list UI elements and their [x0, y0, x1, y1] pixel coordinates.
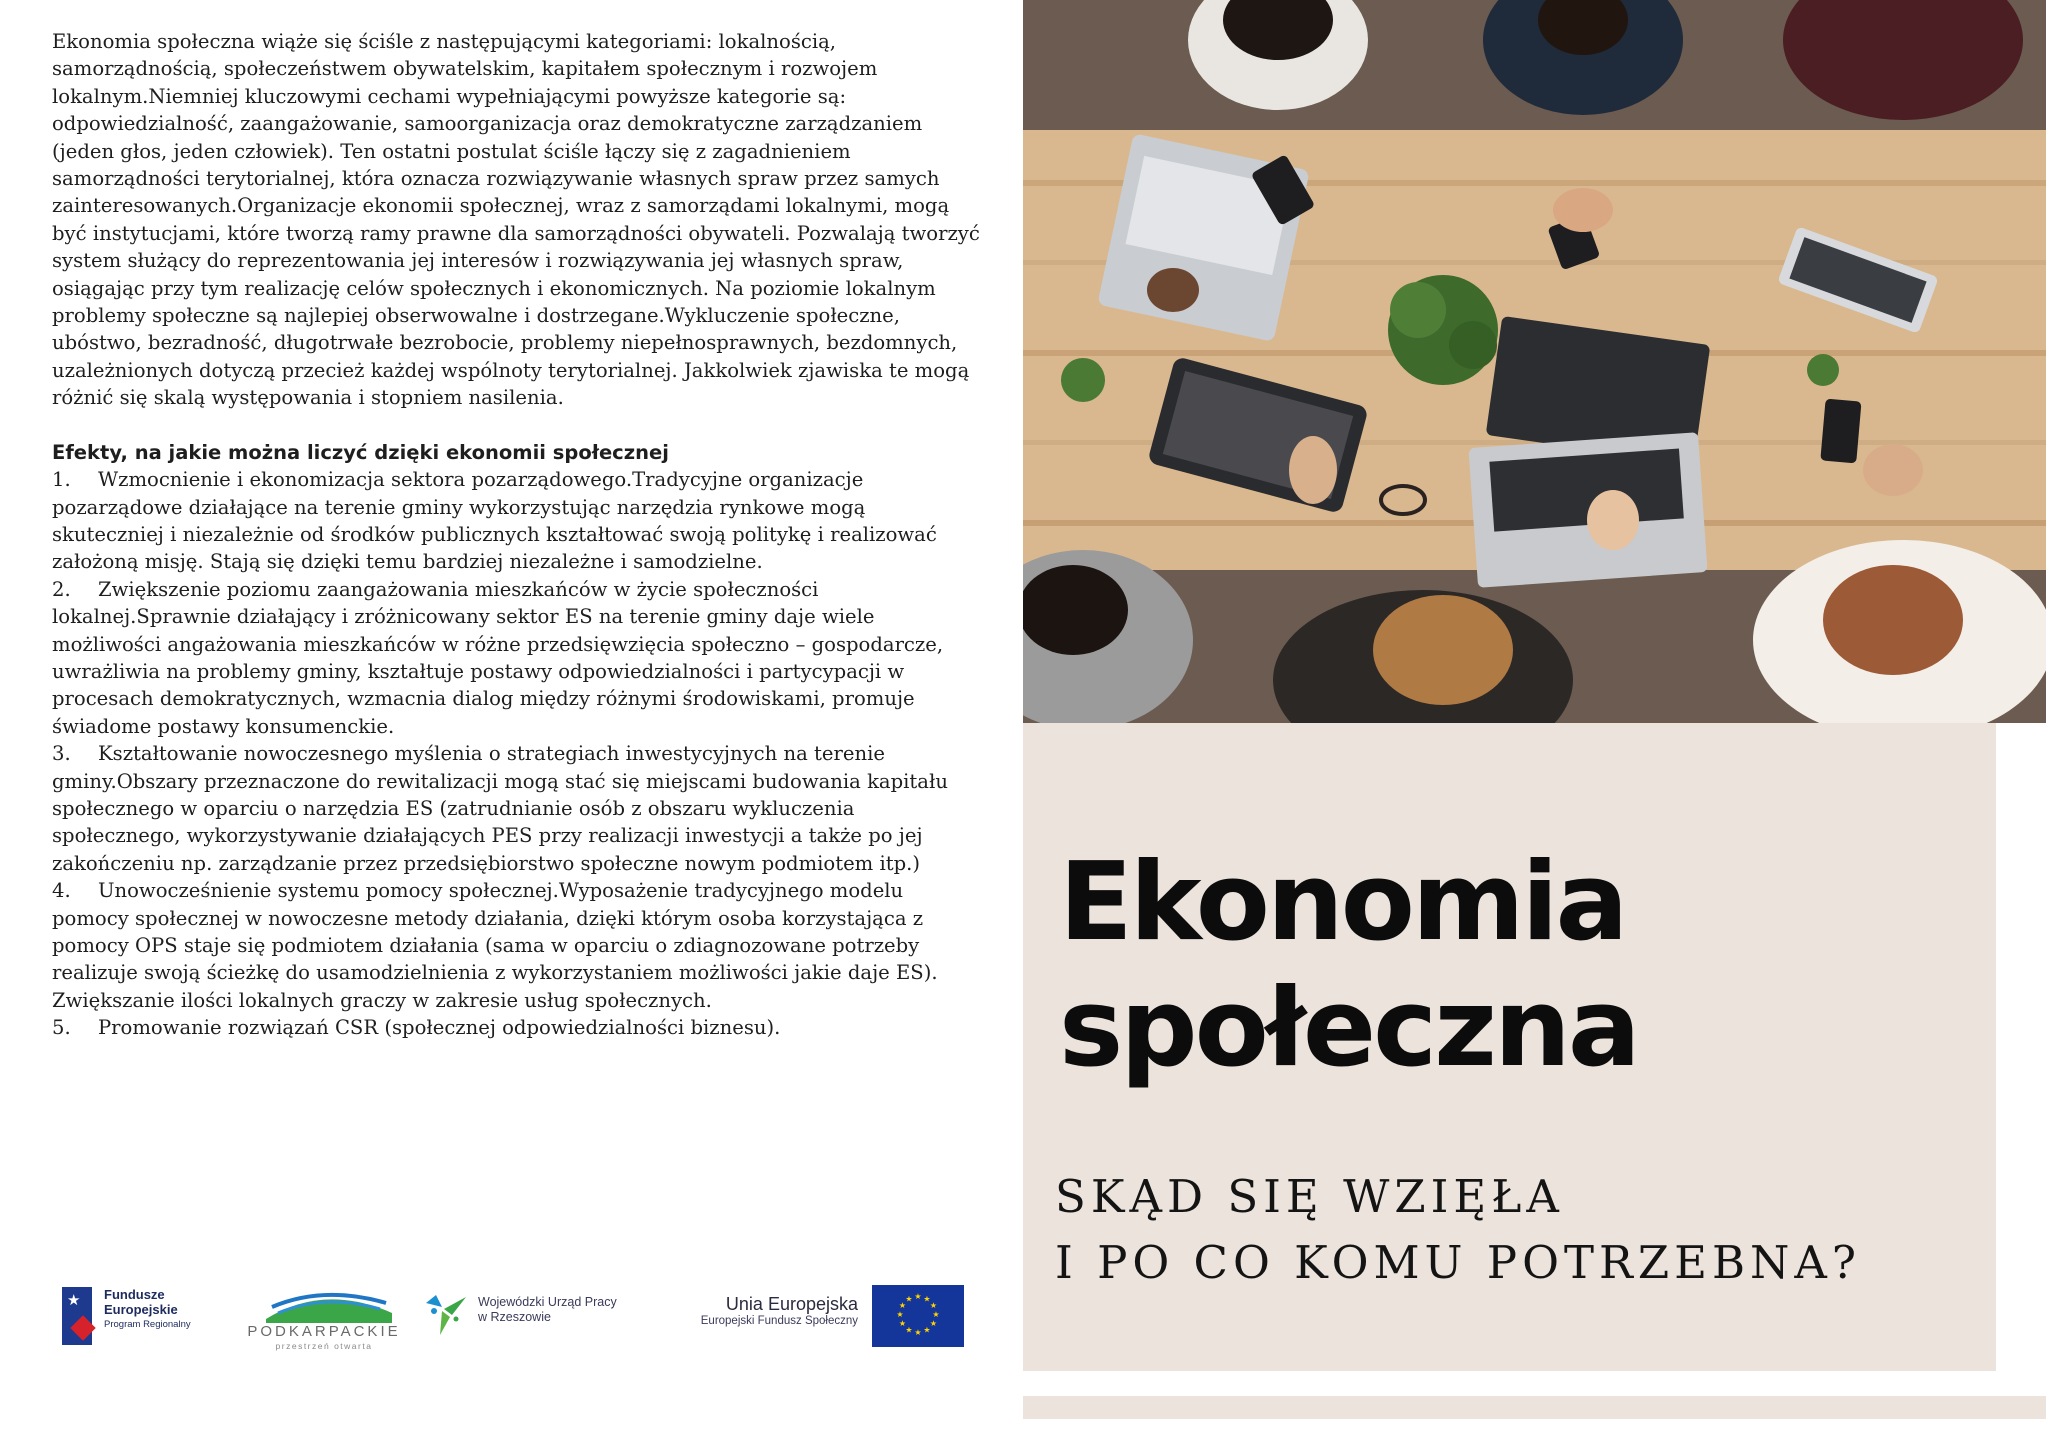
sponsor-logos: [62, 1283, 962, 1358]
unia-europejska-logo: [662, 1283, 962, 1358]
meeting-photo-illustration: [1023, 0, 2046, 723]
podkarpackie-name: PODKARPACKIE: [247, 1323, 401, 1340]
cover-title-line1: Ekonomia: [1059, 840, 1626, 965]
ue-subtitle: Europejski Fundusz Społeczny: [700, 1315, 858, 1327]
benefit-item: [52, 740, 982, 877]
svg-text:★: ★: [923, 1294, 931, 1304]
svg-text:★: ★: [898, 1319, 907, 1328]
svg-text:★: ★: [898, 1301, 907, 1310]
article-text: [52, 28, 982, 1042]
fundusze-europejskie-logo: [62, 1283, 222, 1358]
wup-line2: w Rzeszowie: [478, 1310, 551, 1324]
fe-line1: Fundusze: [104, 1287, 165, 1302]
svg-text:★: ★: [914, 1328, 922, 1337]
benefit-item: [52, 466, 982, 576]
benefit-number: 5.: [52, 1016, 71, 1040]
wup-bird-icon: [422, 1289, 474, 1337]
svg-text:★: ★: [905, 1325, 913, 1335]
fe-line2: Europejskie: [104, 1302, 178, 1317]
cover-title: [1059, 840, 1638, 1092]
svg-text:★: ★: [905, 1294, 913, 1304]
svg-text:★: ★: [929, 1319, 938, 1328]
intro-paragraph: Ekonomia społeczna wiąże się ściśle z następującymi kategoriami: lokalnością, samorządnością, społeczeństwem obywatelskim, kapitałem społecznym i rozwojem lokalnym.Niemniej kluczowymi cechami wypełniającymi powyższe kategorie są: odpowiedzialność, zaangażowanie, samoorganizacja oraz demokratyczne zarządzaniem (jeden głos, jeden człowiek). Ten ostatni postulat ściśle łączy się z zagadnieniem samorządności terytorialnej, która oznacza rozwiązywanie własnych spraw przez samych zainteresowanych.Organizacje ekonomii społecznej, wraz z samorządami lokalnymi, mogą być instytucjami, które tworzą ramy prawne dla samorządności obywateli. Pozwalają tworzyć system służący do reprezentowania jej interesów i rozwiązywania jej własnych spraw, osiągając przy tym realizację celów społecznych i ekonomicznych. Na poziomie lokalnym problemy społeczne są najlepiej obserwowalne i dostrzegane.Wykluczenie społeczne, ubóstwo, bezradność, długotrwałe bezrobocie, problemy niepełnosprawnych, bezdomnych, uzależnionych dotyczą przecież każdej wspólnoty terytorialnej. Jakkolwiek zjawiska te mogą różnić się skalą występowania i stopniem nasilenia.: [52, 30, 980, 410]
benefit-text: Unowocześnienie systemu pomocy społecznej.Wyposażenie tradycyjnego modelu pomocy społecznej w nowoczesne metody działania, dzięki którym osoba korzystająca z pomocy OPS staje się podmiotem działania (sama w oparciu o zdiagnozowane potrzeby realizuje swoją ścieżkę do usamodzielnienia z wykorzystaniem możliwości jakie daje ES). Zwiększanie ilości lokalnych graczy w zakresie usług społecznych.: [52, 879, 938, 1012]
benefit-item: [52, 1014, 982, 1041]
benefit-text: Promowanie rozwiązań CSR (społecznej odpowiedzialności biznesu).: [98, 1016, 781, 1040]
wup-logo: [422, 1283, 652, 1358]
cover-bottom-strip: [1023, 1396, 2046, 1419]
eu-flag-icon: [872, 1285, 964, 1347]
benefit-item: [52, 877, 982, 1014]
benefit-number: 2.: [52, 577, 71, 601]
benefit-item: [52, 576, 982, 740]
benefits-list: [52, 466, 982, 1042]
ue-title: Unia Europejska: [725, 1294, 858, 1314]
cover-subtitle-line2: I PO CO KOMU POTRZEBNA?: [1055, 1236, 1862, 1289]
svg-text:★: ★: [932, 1310, 940, 1319]
podkarpackie-hills-icon: [264, 1289, 394, 1323]
cover-subtitle-line1: SKĄD SIĘ WZIĘŁA: [1055, 1170, 1564, 1223]
benefit-text: Wzmocnienie i ekonomizacja sektora pozarządowego.Tradycyjne organizacje pozarządowe działające na terenie gminy wykorzystując narzędzia rynkowe mogą skuteczniej i niezależnie od środków publicznych kształtować swoją politykę i realizować założoną misję. Stają się dzięki temu bardziej niezależne i samodzielne.: [52, 468, 937, 574]
benefit-text: Kształtowanie nowoczesnego myślenia o strategiach inwestycyjnych na terenie gminy.Obszary przeznaczone do rewitalizacji mogą stać się miejscami budowania kapitału społecznego w oparciu o narzędzia ES (zatrudnianie osób z obszaru wykluczenia społecznego, wykorzystywanie działających PES przy realizacji inwestycji a także po jej zakończeniu np. zarządzanie przez przedsiębiorstwo społeczne nowym podmiotem itp.): [52, 742, 948, 875]
cover-subtitle: [1055, 1164, 1861, 1296]
benefit-number: 3.: [52, 742, 71, 766]
svg-text:★: ★: [923, 1325, 931, 1335]
benefit-text: Zwiększenie poziomu zaangażowania mieszkańców w życie społeczności lokalnej.Sprawnie działający i zróżnicowany sektor ES na terenie gminy daje wiele możliwości angażowania mieszkańców w różne przedsięwzięcia społeczno – gospodarcze, uwrażliwia na problemy gminy, kształtuje postawy odpowiedzialności i partycypacji w procesach demokratycznych, wzmacnia dialog między różnymi środowiskami, promuje świadome postawy konsumenckie.: [52, 577, 944, 738]
cover-panel: [1023, 723, 1996, 1371]
cover-title-line2: społeczna: [1059, 966, 1638, 1091]
podkarpackie-tagline: przestrzeń otwarta: [275, 1341, 373, 1351]
wup-line1: Wojewódzki Urząd Pracy: [478, 1295, 617, 1309]
benefit-number: 1.: [52, 468, 71, 492]
svg-text:★: ★: [929, 1301, 938, 1310]
fe-flag-icon: ★: [62, 1287, 92, 1345]
fe-line3: Program Regionalny: [104, 1319, 191, 1330]
benefits-heading: Efekty, na jakie można liczyć dzięki ekonomii społecznej: [52, 440, 669, 464]
svg-text:★: ★: [914, 1292, 922, 1301]
podkarpackie-logo: [234, 1283, 414, 1358]
svg-text:★: ★: [896, 1310, 904, 1319]
meeting-photo: [1023, 0, 2046, 723]
benefit-number: 4.: [52, 879, 71, 903]
